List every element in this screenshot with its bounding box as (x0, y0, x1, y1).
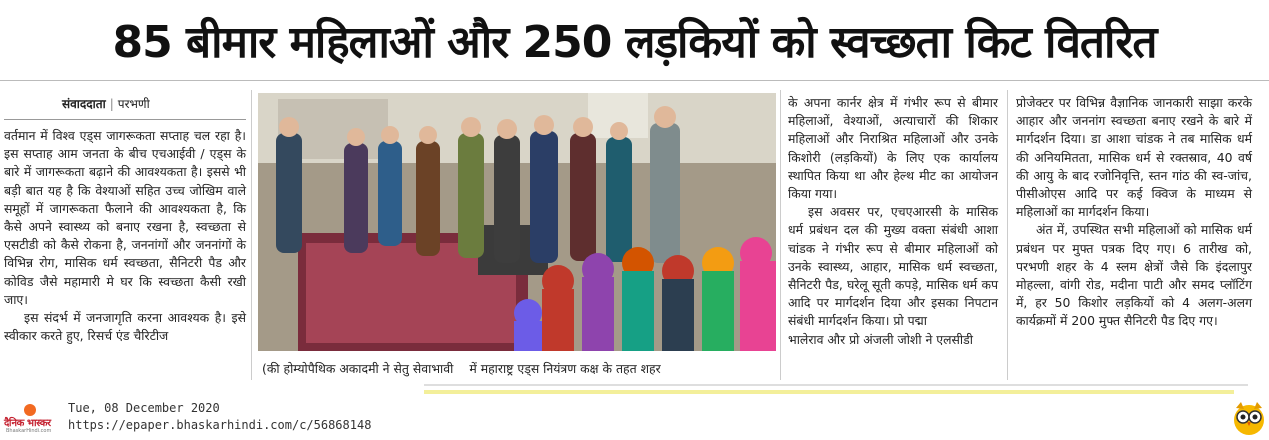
column-divider (251, 90, 252, 380)
caption-part-2: में महाराष्ट्र एड्स नियंत्रण कक्ष के तहत शहर (469, 361, 661, 376)
publication-date: Tue, 08 December 2020 (68, 401, 220, 415)
article-column-4 (1016, 94, 1252, 331)
article-column-1 (4, 127, 246, 345)
bhaskar-logo[interactable] (4, 404, 62, 434)
article-column-3 (788, 94, 998, 349)
byline-author: संवाददाता (62, 97, 106, 111)
byline-place: परभणी (117, 97, 150, 111)
column4-paragraph: अंत में, उपस्थित सभी महिलाओं को मासिक धर्म प्रबंधन पर मुफ्त पत्रक दिए गए। 6 तारीख को, परभणी शहर के 4 स्लम क्षेत्रों जैसे कि इंदलापुर मोहल्ला, वांगी रोड, मदीना पाटी और समद प्लॉटिंग में, हर 50 किशोर लड़कियों को 4 अलग-अलग कार्यक्रमों में 200 मुफ्त सैनिटरी पैड दिए गए। (1016, 222, 1252, 329)
caption-part-1: (की होम्योपैथिक अकादमी ने सेतु सेवाभावी (262, 361, 454, 376)
source-url[interactable]: https://epaper.bhaskarhindi.com/c/56868148 (68, 418, 372, 432)
photo-caption (262, 361, 661, 377)
column-divider (780, 90, 781, 380)
logo-text: दैनिक भास्कर (4, 418, 51, 429)
column1-paragraph: वर्तमान में विश्व एड्स जागरूकता सप्ताह चल रहा है। इस सप्ताह आम जनता के बीच एचआईवी / एड्स के बारे में जागरूकता बढ़ाने की आवश्यकता है। इससे भी बड़ी बात यह है कि वेश्याओं सहित उच्च जोखिम वाले समूहों में जागरूकता फैलाने की आवश्यकता है, कि कैसे अपने स्वास्थ्य को बनाए रखना है, स्वच्छता से एसटीडी को कैसे रोकना है, जननांगों और जननांगों के विभिन्न रोग, मासिक धर्म स्वच्छता, सैनिटरी पैड और कोविड जैसे महामारी मे घर कि स्वच्छता कैसी रखी जाए। (4, 128, 246, 307)
byline-divider (4, 119, 246, 120)
logo-subtext: BhaskarHindi.com (6, 428, 52, 434)
column3-continuation: भालेराव और प्रो अंजली जोशी ने एलसीडी (788, 331, 973, 347)
headline: 85 बीमार महिलाओं और 250 लड़कियों को स्वच्छता किट वितरित (112, 17, 1157, 68)
column1-paragraph: इस संदर्भ में जनजागृति करना आवश्यक है। इसे स्वीकार करते हुए, रिसर्च एंड चैरिटीज (4, 310, 246, 344)
column3-paragraph: इस अवसर पर, एचएआरसी के मासिक धर्म प्रबंधन दल की मुख्य वक्ता संबंधी आशा चांडक ने गंभीर रूप से बीमार महिलाओं को उनके स्वास्थ्य, आहार, मासिक धर्म स्वच्छता, सैनिटरी पैड, घरेलू सूती कपड़े, मासिक धर्म कप आदि पर मार्गदर्शन दिया और इसका निपटान संबंधी मार्गदर्शन किया। प्रो पद्मा (788, 204, 998, 329)
column3-paragraph: के अपना कार्नर क्षेत्र में गंभीर रूप से बीमार महिलाओं, वेश्याओं, अत्याचारों की शिकार महिलाओं और निराश्रित महिलाओं और उनके किशोरी (लड़कियों) के लिए एक कार्यालय स्थापित किया था और हेल्थ मीट का आयोजन किया गया। (788, 95, 998, 202)
footer (0, 398, 1269, 438)
ad-strip (424, 390, 1234, 394)
column4-paragraph: प्रोजेक्टर पर विभिन्न वैज्ञानिक जानकारी साझा करके आहार और जननांग स्वच्छता बनाए रखने के बारे में मार्गदर्शन दिया। डा आशा चांडक ने तब मासिक धर्म की अनियमितता, मासिक धर्म से रक्तस्राव, 40 वर्ष की आयु के बाद रजोनिवृत्ति, स्तन गांठ की स्व-जांच, पीसीओएस आदि पर कई क्विज के माध्यम से महिलाओं का मार्गदर्शन किया। (1016, 95, 1252, 220)
byline-separator: | (109, 97, 114, 111)
event-photo (258, 93, 776, 351)
footer-meta (68, 400, 371, 434)
ad-border (424, 384, 1248, 386)
byline (62, 95, 150, 112)
owl-mascot-icon[interactable] (1232, 400, 1266, 436)
column-divider (1007, 90, 1008, 380)
headline-divider (0, 80, 1269, 81)
